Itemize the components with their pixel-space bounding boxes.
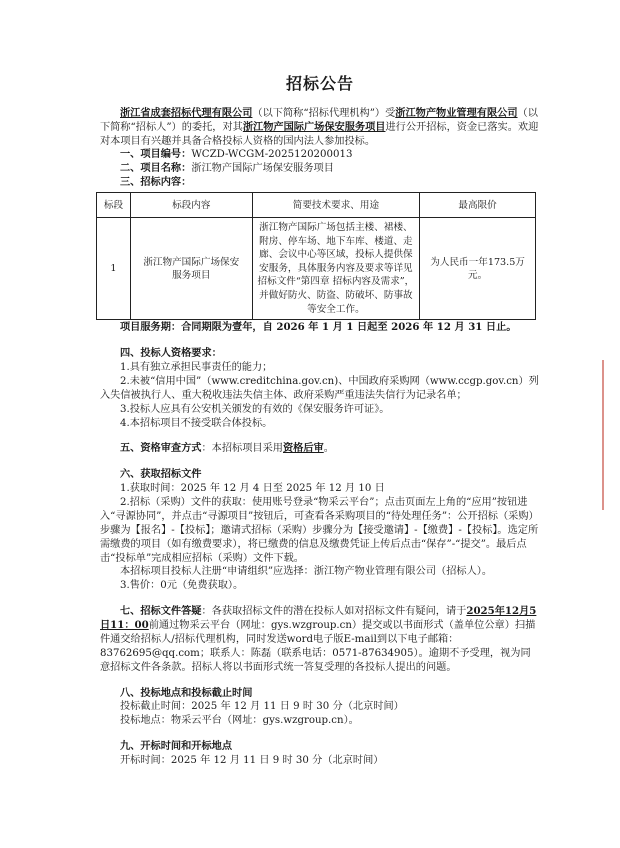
intro-paragraph: 浙江省成套招标代理有限公司（以下简称“招标代理机构”）受浙江物产物业管理有限公司（以下简称“招标人”）的委托，对其浙江物产国际广场保安服务项目进行公开招标，资金已落实。欢迎对本项目有兴趣并具备合格投标人资格的国内法人参加投标。 [100, 106, 539, 147]
obtain-docs-heading: 六、获取招标文件 [120, 468, 202, 481]
notice-body [100, 74, 540, 768]
bid-place-heading: 八、投标地点和投标截止时间 [120, 686, 253, 699]
list-item: 3.投标人应具有公安机关颁发的有效的《保安服务许可证》。 [120, 403, 390, 415]
project-name: 二、项目名称：浙江物产国际广场保安服务项目 [120, 162, 334, 175]
table-header: 标段 [97, 193, 131, 218]
list-item: 1.具有独立承担民事责任的能力； [120, 362, 273, 374]
table-header: 最高限价 [420, 193, 536, 218]
content-cell: 浙江物产国际广场保安服务项目 [130, 218, 252, 320]
qa-paragraph: 七、招标文件答疑：各获取招标文件的潜在投标人如对招标文件有疑问，请于2025年12月5日11：00前通过物采云平台（网址：gys.wzgroup.cn）提交或以书面形式（盖单位公章）扫描件通交给招标人/招标代理机构，同时发送word电子版E-mail到以下电子邮箱：83762695@qq.com；联系人：陈磊（联系电话：0571-87634905）。逾期不予受理，视为同意招标文件各条款。招标人将以书面形式统一答复受理的各投标人提出的问题。 [100, 605, 537, 673]
tender-content-heading: 三、招标内容： [120, 176, 192, 189]
list-item: 3.售价：0元（免费获取）。 [120, 580, 244, 592]
service-period: 项目服务期：合同期限为壹年，自 2026 年 1 月 1 日起至 2026 年 12 月 31 日止。 [120, 321, 517, 334]
qualification-heading: 四、投标人资格要求： [120, 347, 222, 360]
opening-heading: 九、开标时间和开标地点 [120, 740, 233, 753]
list-item: 4.本招标项目不接受联合体投标。 [120, 417, 273, 429]
opening-time: 开标时间：2025 年 12 月 11 日 9 时 30 分（北京时间） [120, 755, 384, 767]
list-item: 本招标项目投标人注册“申请组织”应选择：浙江物产物业管理有限公司（招标人）。 [120, 566, 493, 578]
list-item: 2.招标（采购）文件的获取：使用账号登录“物采云平台”；点击页面左上角的“应用”按钮进入“寻源协同”，并点击“寻源项目”按钮后，可查看各采购项目的“待处理任务”：公开招标（采购）步骤为【报名】-【投标】；邀请式招标（采购）步骤分为【接受邀请】-【缴费】-【投标】。选定所需缴费的项目（如有缴费要求），将已缴费的信息及缴费凭证上传后点击“保存”-“提交”。最后点击“投标单”完成相应招标（采购）文件下载。 [100, 497, 539, 564]
bid-place: 投标地点：物采云平台（网址：gys.wzgroup.cn）。 [120, 715, 359, 727]
table-header-row [97, 193, 536, 218]
project-number: 一、项目编号：WCZD-WCGM-2025120200013 [120, 148, 353, 161]
table-row [97, 218, 536, 320]
qualification-review: 五、资格审查方式：本招标项目采用资格后审。 [120, 442, 334, 455]
lot-cell: 1 [97, 218, 131, 320]
table-header: 标段内容 [130, 193, 252, 218]
page-title: 招标公告 [285, 74, 354, 93]
agency-name: 浙江省成套招标代理有限公司 [120, 106, 253, 119]
list-item: 2.未被“信用中国”（www.creditchina.gov.cn)、中国政府采购网（www.ccgp.gov.cn）列入失信被执行人、重大税收违法失信主体、政府采购严重违法失信行为记录名单； [100, 375, 539, 401]
requirements-cell: 浙江物产国际广场包括主楼、裙楼、附房、停车场、地下车库、楼道、走廊、会议中心等区域，投标人提供保安服务，具体服务内容及要求等详见招标文件“第四章 招标内容及需求”，并做好防火、防盗、防破坏、防事故等安全工作。 [252, 218, 420, 320]
project-name-inline: 浙江物产国际广场保安服务项目 [242, 120, 386, 133]
qa-deadline: 2025年12月5日11：00 [100, 605, 537, 632]
bid-deadline: 投标截止时间：2025 年 12 月 11 日 9 时 30 分（北京时间） [120, 701, 404, 713]
price-cell: 为人民币一年173.5万元。 [420, 218, 536, 320]
tenderer-name: 浙江物产物业管理有限公司 [395, 106, 518, 119]
seal-stamp-edge [602, 360, 620, 510]
table-header: 简要技术要求、用途 [252, 193, 420, 218]
list-item: 1.获取时间：2025 年 12 月 4 日至 2025 年 12 月 10 日 [120, 483, 385, 495]
tender-table [96, 192, 536, 320]
